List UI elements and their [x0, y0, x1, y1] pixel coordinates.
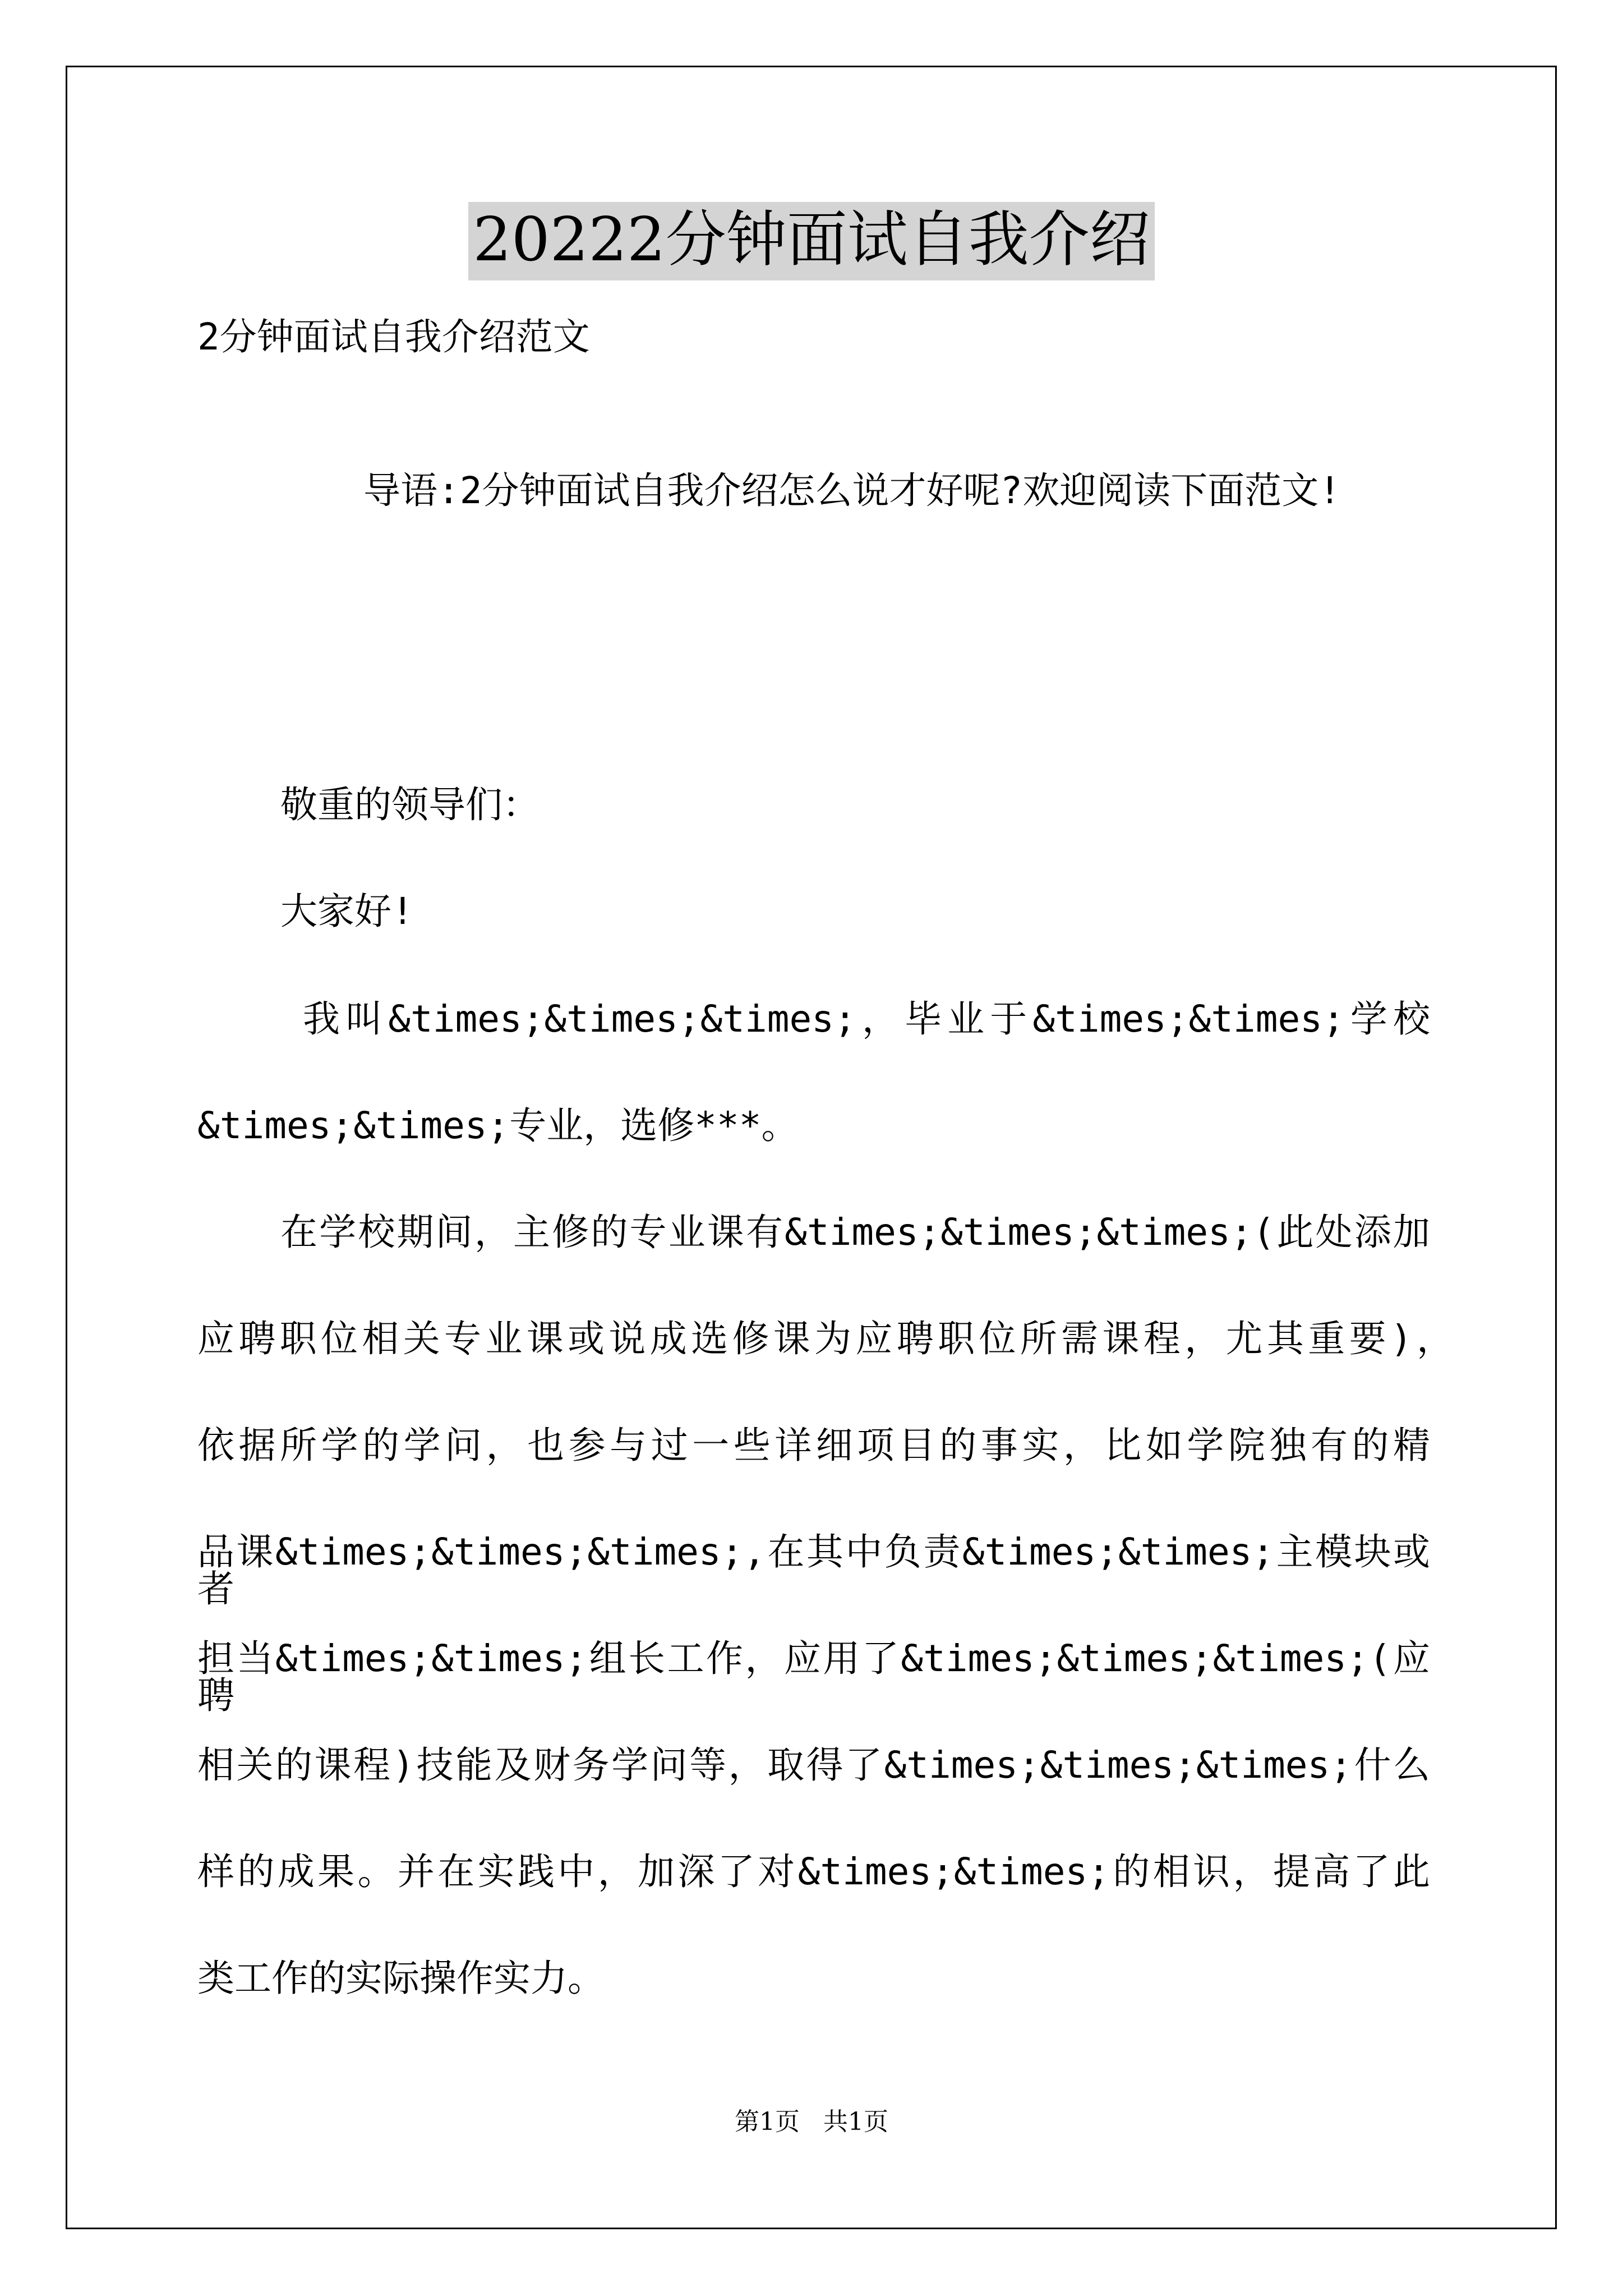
body-line-4: 应聘职位相关专业课或说成选修课为应聘职位所需课程，尤其重要)，	[197, 1317, 1454, 1360]
greeting-line: 敬重的领导们：	[280, 783, 540, 826]
intro-paragraph: 导语:2分钟面试自我介绍怎么说才好呢?欢迎阅读下面范文!	[363, 469, 1341, 512]
body-line-8: 相关的课程)技能及财务学问等，取得了&times;&times;&times;什么	[197, 1743, 1430, 1787]
body-line-3: 在学校期间，主修的专业课有&times;&times;&times;(此处添加	[280, 1211, 1430, 1254]
body-line-9: 样的成果。并在实践中，加深了对&times;&times;的相识，提高了此	[197, 1850, 1430, 1893]
hello-line: 大家好!	[280, 890, 414, 933]
title-container	[0, 202, 1623, 280]
body-line-6: 品课&times;&times;&times;,在其中负责&times;&times;主模块或者	[197, 1530, 1430, 1611]
document-title: 20222分钟面试自我介绍	[468, 202, 1155, 280]
body-line-7: 担当&times;&times;组长工作，应用了&times;&times;&times;(应聘	[197, 1637, 1430, 1717]
body-line-2: &times;&times;专业，选修***。	[197, 1104, 799, 1147]
body-line-10: 类工作的实际操作实力。	[197, 1957, 605, 2000]
body-line-1: 我叫&times;&times;&times;，毕业于&times;&times;学校	[303, 997, 1430, 1041]
document-subtitle: 2分钟面试自我介绍范文	[197, 315, 590, 358]
page-border	[66, 66, 1557, 2229]
page-number-footer: 第1页 共1页	[735, 2108, 888, 2136]
body-line-5: 依据所学的学问，也参与过一些详细项目的事实，比如学院独有的精	[197, 1424, 1430, 1467]
